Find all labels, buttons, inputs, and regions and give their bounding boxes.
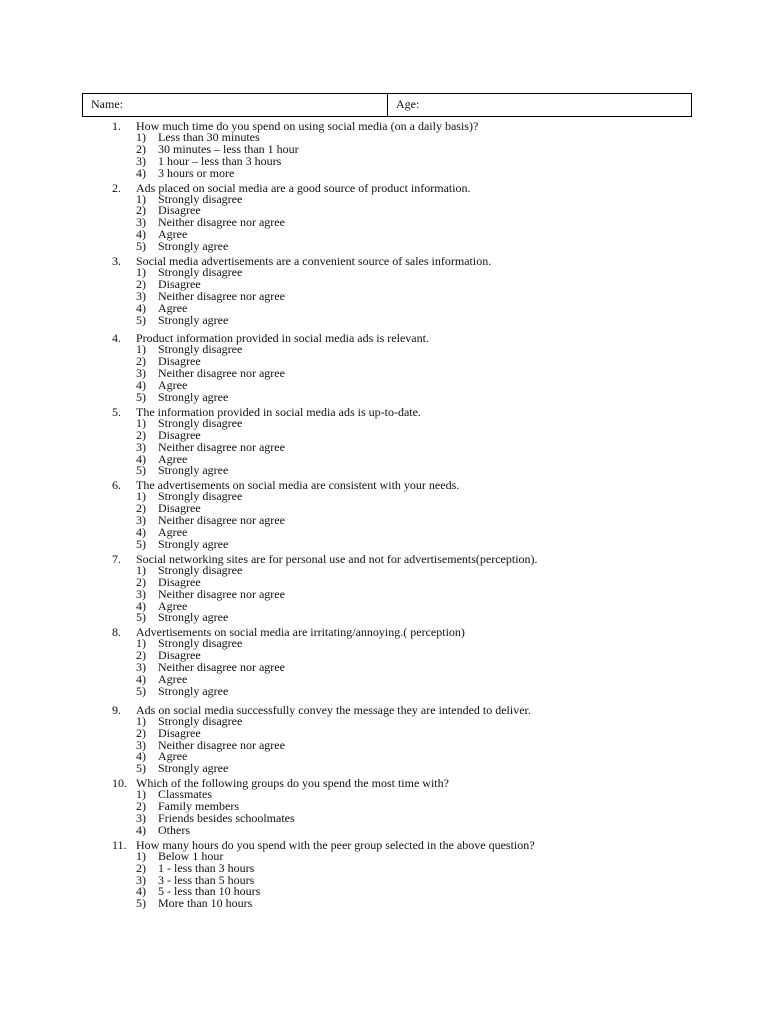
option-number: 3) xyxy=(136,586,146,601)
option-number: 2) xyxy=(136,799,146,814)
answer-option[interactable] xyxy=(0,526,768,538)
answer-option[interactable] xyxy=(0,302,768,314)
option-text: Neither disagree nor agree xyxy=(158,215,285,230)
question-text: Ads on social media successfully convey the message they are intended to deliver. xyxy=(136,702,531,717)
answer-option[interactable] xyxy=(0,240,768,252)
option-number: 3) xyxy=(136,366,146,381)
answer-option[interactable] xyxy=(0,661,768,673)
option-text: Strongly disagree xyxy=(158,636,243,651)
option-text: Strongly agree xyxy=(158,683,229,698)
option-number: 1) xyxy=(136,787,146,802)
answer-option[interactable] xyxy=(0,453,768,465)
option-text: Neither disagree nor agree xyxy=(158,513,285,528)
answer-option[interactable] xyxy=(0,762,768,774)
answer-option[interactable] xyxy=(0,514,768,526)
option-text: Strongly disagree xyxy=(158,265,243,280)
option-text: 3 hours or more xyxy=(158,165,235,180)
option-text: Disagree xyxy=(158,276,201,291)
option-text: Disagree xyxy=(158,501,201,516)
question-block xyxy=(0,553,768,623)
option-text: Neither disagree nor agree xyxy=(158,366,285,381)
option-text: Neither disagree nor agree xyxy=(158,288,285,303)
question-heading xyxy=(0,776,768,791)
option-text: Disagree xyxy=(158,725,201,740)
question-number: 9. xyxy=(112,702,121,717)
option-number: 3) xyxy=(136,513,146,528)
question-block xyxy=(0,626,768,696)
option-number: 3) xyxy=(136,288,146,303)
option-text: Strongly disagree xyxy=(158,342,243,357)
option-number: 4) xyxy=(136,822,146,837)
option-number: 1) xyxy=(136,713,146,728)
question-heading xyxy=(0,839,768,850)
answer-option[interactable] xyxy=(0,314,768,326)
answer-option[interactable] xyxy=(0,588,768,600)
option-text: Agree xyxy=(158,525,188,540)
question-heading xyxy=(0,478,768,493)
answer-option[interactable] xyxy=(0,290,768,302)
name-label: Name: xyxy=(91,97,123,111)
option-number: 5) xyxy=(136,610,146,625)
question-text: Product information provided in social media ads is relevant. xyxy=(136,331,429,346)
option-number: 4) xyxy=(136,378,146,393)
option-number: 2) xyxy=(136,501,146,516)
option-text: Strongly agree xyxy=(158,239,229,254)
option-number: 2) xyxy=(136,354,146,369)
question-number: 5. xyxy=(112,404,121,419)
answer-option[interactable] xyxy=(0,538,768,550)
answer-option[interactable] xyxy=(0,143,768,155)
answer-option[interactable] xyxy=(0,611,768,623)
option-number: 5) xyxy=(136,683,146,698)
question-number: 1. xyxy=(112,119,121,133)
option-number: 5) xyxy=(136,390,146,405)
answer-option[interactable] xyxy=(0,266,768,278)
answer-option[interactable] xyxy=(0,228,768,240)
answer-option[interactable] xyxy=(0,673,768,685)
answer-option[interactable] xyxy=(0,800,768,812)
option-text: Agree xyxy=(158,749,188,764)
option-text: Classmates xyxy=(158,787,212,802)
answer-option[interactable] xyxy=(0,637,768,649)
option-number: 5) xyxy=(136,896,146,911)
question-heading xyxy=(0,625,768,640)
question-block xyxy=(0,839,768,909)
question-block xyxy=(0,406,768,476)
option-number: 4) xyxy=(136,165,146,180)
question-heading xyxy=(0,254,768,269)
option-number: 1) xyxy=(136,191,146,206)
option-text: Disagree xyxy=(158,203,201,218)
question-text: Social networking sites are for personal use and not for advertisements(perception). xyxy=(136,551,538,566)
option-text: Strongly agree xyxy=(158,610,229,625)
question-text: Ads placed on social media are a good source of product information. xyxy=(136,180,471,195)
option-number: 4) xyxy=(136,749,146,764)
option-text: Less than 30 minutes xyxy=(158,130,260,144)
option-number: 1) xyxy=(136,636,146,651)
option-text: Friends besides schoolmates xyxy=(158,810,295,825)
option-number: 3) xyxy=(136,215,146,230)
answer-option[interactable] xyxy=(0,824,768,836)
option-text: Strongly agree xyxy=(158,312,229,327)
answer-option[interactable] xyxy=(0,355,768,367)
option-text: Neither disagree nor agree xyxy=(158,586,285,601)
option-number: 3) xyxy=(136,810,146,825)
option-number: 1) xyxy=(136,848,146,863)
option-number: 2) xyxy=(136,574,146,589)
age-label: Age: xyxy=(396,97,420,111)
option-number: 3) xyxy=(136,872,146,887)
option-number: 2) xyxy=(136,860,146,875)
option-text: Neither disagree nor agree xyxy=(158,660,285,675)
question-block xyxy=(0,331,768,405)
question-text: How many hours do you spend with the peer group selected in the above question? xyxy=(136,837,535,852)
option-number: 1) xyxy=(136,342,146,357)
answer-option[interactable] xyxy=(0,862,768,874)
option-number: 3) xyxy=(136,153,146,168)
option-text: Disagree xyxy=(158,574,201,589)
answer-option[interactable] xyxy=(0,441,768,453)
question-number: 4. xyxy=(112,331,121,346)
option-text: Disagree xyxy=(158,354,201,369)
question-number: 11. xyxy=(112,837,127,852)
option-text: Agree xyxy=(158,378,188,393)
option-number: 1) xyxy=(136,130,146,144)
answer-option[interactable] xyxy=(0,216,768,228)
option-text: More than 10 hours xyxy=(158,896,253,911)
question-number: 2. xyxy=(112,180,121,195)
answer-option[interactable] xyxy=(0,464,768,476)
answer-option[interactable] xyxy=(0,850,768,862)
question-block xyxy=(0,182,768,252)
question-heading xyxy=(0,553,768,564)
answer-option[interactable] xyxy=(0,600,768,612)
question-block xyxy=(0,777,768,836)
answer-option[interactable] xyxy=(0,727,768,739)
option-number: 5) xyxy=(136,761,146,776)
answer-option[interactable] xyxy=(0,897,768,909)
option-number: 1) xyxy=(136,489,146,504)
question-number: 10. xyxy=(112,776,127,791)
answer-option[interactable] xyxy=(0,885,768,897)
answer-option[interactable] xyxy=(0,874,768,886)
option-text: Agree xyxy=(158,300,188,315)
question-number: 6. xyxy=(112,478,121,493)
option-number: 5) xyxy=(136,239,146,254)
question-block xyxy=(0,704,768,774)
answer-option[interactable] xyxy=(0,391,768,403)
option-number: 4) xyxy=(136,300,146,315)
option-text: Agree xyxy=(158,227,188,242)
option-number: 2) xyxy=(136,725,146,740)
answer-option[interactable] xyxy=(0,739,768,751)
answer-option[interactable] xyxy=(0,204,768,216)
option-number: 4) xyxy=(136,598,146,613)
name-cell[interactable] xyxy=(83,94,388,116)
question-heading xyxy=(0,182,768,193)
question-block xyxy=(0,255,768,325)
option-number: 4) xyxy=(136,451,146,466)
option-number: 4) xyxy=(136,671,146,686)
option-number: 5) xyxy=(136,463,146,478)
option-text: Agree xyxy=(158,671,188,686)
question-text: Which of the following groups do you spend the most time with? xyxy=(136,776,449,791)
answer-option[interactable] xyxy=(0,193,768,205)
question-text: The information provided in social media ads is up-to-date. xyxy=(136,404,421,419)
option-text: Below 1 hour xyxy=(158,848,224,863)
option-text: Family members xyxy=(158,799,239,814)
answer-option[interactable] xyxy=(0,576,768,588)
answer-option[interactable] xyxy=(0,490,768,502)
answer-option[interactable] xyxy=(0,812,768,824)
question-number: 8. xyxy=(112,625,121,640)
answer-option[interactable] xyxy=(0,564,768,576)
option-number: 3) xyxy=(136,439,146,454)
option-text: Strongly disagree xyxy=(158,415,243,430)
option-text: Strongly agree xyxy=(158,761,229,776)
question-list xyxy=(0,120,768,909)
answer-option[interactable] xyxy=(0,788,768,800)
question-text: Advertisements on social media are irritating/annoying.( perception) xyxy=(136,625,465,640)
answer-option[interactable] xyxy=(0,167,768,179)
question-block xyxy=(0,479,768,549)
option-number: 4) xyxy=(136,525,146,540)
option-number: 3) xyxy=(136,660,146,675)
question-heading xyxy=(0,120,768,131)
option-number: 1) xyxy=(136,562,146,577)
option-text: Others xyxy=(158,822,190,837)
option-number: 5) xyxy=(136,536,146,551)
option-text: Disagree xyxy=(158,648,201,663)
answer-option[interactable] xyxy=(0,429,768,441)
answer-option[interactable] xyxy=(0,502,768,514)
answer-option[interactable] xyxy=(0,367,768,379)
question-text: Social media advertisements are a convenient source of sales information. xyxy=(136,254,492,269)
option-text: Strongly agree xyxy=(158,390,229,405)
option-text: Neither disagree nor agree xyxy=(158,737,285,752)
option-number: 2) xyxy=(136,141,146,156)
option-number: 2) xyxy=(136,427,146,442)
answer-option[interactable] xyxy=(0,278,768,290)
answer-option[interactable] xyxy=(0,131,768,143)
option-text: Strongly disagree xyxy=(158,713,243,728)
option-text: Strongly agree xyxy=(158,536,229,551)
option-text: 1 - less than 3 hours xyxy=(158,860,255,875)
option-text: Neither disagree nor agree xyxy=(158,439,285,454)
question-heading xyxy=(0,331,768,346)
option-text: Strongly disagree xyxy=(158,191,243,206)
age-cell[interactable] xyxy=(388,94,691,116)
option-number: 1) xyxy=(136,265,146,280)
option-text: 1 hour – less than 3 hours xyxy=(158,153,282,168)
answer-option[interactable] xyxy=(0,715,768,727)
option-number: 1) xyxy=(136,415,146,430)
answer-option[interactable] xyxy=(0,155,768,167)
answer-option[interactable] xyxy=(0,343,768,355)
answer-option[interactable] xyxy=(0,750,768,762)
question-text: The advertisements on social media are consistent with your needs. xyxy=(136,478,460,493)
question-heading xyxy=(0,704,768,715)
option-number: 2) xyxy=(136,276,146,291)
option-number: 4) xyxy=(136,227,146,242)
option-number: 2) xyxy=(136,203,146,218)
option-number: 3) xyxy=(136,737,146,752)
question-number: 3. xyxy=(112,254,121,269)
question-block xyxy=(0,120,768,179)
option-text: Strongly disagree xyxy=(158,562,243,577)
question-text: How much time do you spend on using social media (on a daily basis)? xyxy=(136,119,479,133)
question-heading xyxy=(0,406,768,417)
option-number: 2) xyxy=(136,648,146,663)
option-text: Strongly disagree xyxy=(158,489,243,504)
option-text: 30 minutes – less than 1 hour xyxy=(158,141,299,156)
option-text: Agree xyxy=(158,598,188,613)
answer-option[interactable] xyxy=(0,379,768,391)
option-text: 3 - less than 5 hours xyxy=(158,872,255,887)
question-number: 7. xyxy=(112,551,121,566)
answer-option[interactable] xyxy=(0,417,768,429)
option-number: 5) xyxy=(136,312,146,327)
answer-option[interactable] xyxy=(0,685,768,697)
option-text: Agree xyxy=(158,451,188,466)
option-text: 5 - less than 10 hours xyxy=(158,884,261,899)
respondent-info-table xyxy=(82,93,692,117)
option-number: 4) xyxy=(136,884,146,899)
option-text: Strongly agree xyxy=(158,463,229,478)
answer-option[interactable] xyxy=(0,649,768,661)
option-text: Disagree xyxy=(158,427,201,442)
